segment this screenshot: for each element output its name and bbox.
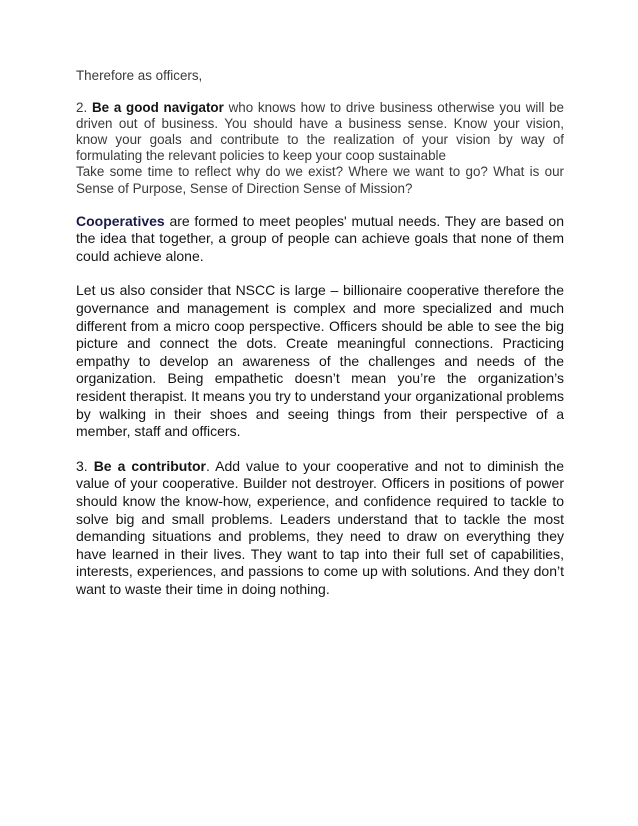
point-2-paragraph [76,100,564,164]
nscc-paragraph: Let us also consider that NSCC is large – billionaire cooperative therefore the governance and management is complex and more specialized and much different from a micro coop perspective. Officers should be able to see the big picture and connect the dots. Create meaningful connections. Practicing empathy to develop an awareness of the challenges and needs of the organization. Being empathetic doesn’t mean you’re the organization’s resident therapist. It means you try to understand your organizational problems by walking in their shoes and seeing things from their perspective of a member, staff and officers. [76,282,564,440]
point-2-heading: Be a good navigator [91,100,224,116]
point-3-paragraph [76,458,564,599]
point-2-number: 2. [76,100,88,116]
point-2-body: who knows how to drive business otherwise you will be driven out of business. You should have a business sense. Know your vision, know your goals and contribute to the realization of your vision by way of formulating the relevant policies to keep your coop sustainable [76,100,564,164]
point-3-number: 3. [76,457,88,474]
cooperatives-paragraph [76,213,564,266]
document-page [76,68,564,599]
cooperatives-heading: Cooperatives [76,212,165,229]
point-3-heading: Be a contributor [93,457,207,474]
point-2-reflection: Take some time to reflect why do we exist? Where we want to go? What is our Sense of Purpose, Sense of Direction Sense of Mission? [76,164,564,196]
intro-line: Therefore as officers, [76,68,203,83]
point-3-body: . Add value to your cooperative and not to diminish the value of your cooperative. Builder not destroyer. Officers in positions of power should know the know-how, experience, and confidence required to tackle to solve big and small problems. Leaders understand that to tackle the most demanding situations and problems, they need to draw on everything they have learned in their lives. They want to tap into their full set of capabilities, interests, experiences, and passions to come up with solutions. And they don’t want to waste their time in doing nothing. [76,457,565,597]
cooperatives-body: are formed to meet peoples' mutual needs. They are based on the idea that together, a group of people can achieve goals that none of them could achieve alone. [76,212,564,264]
